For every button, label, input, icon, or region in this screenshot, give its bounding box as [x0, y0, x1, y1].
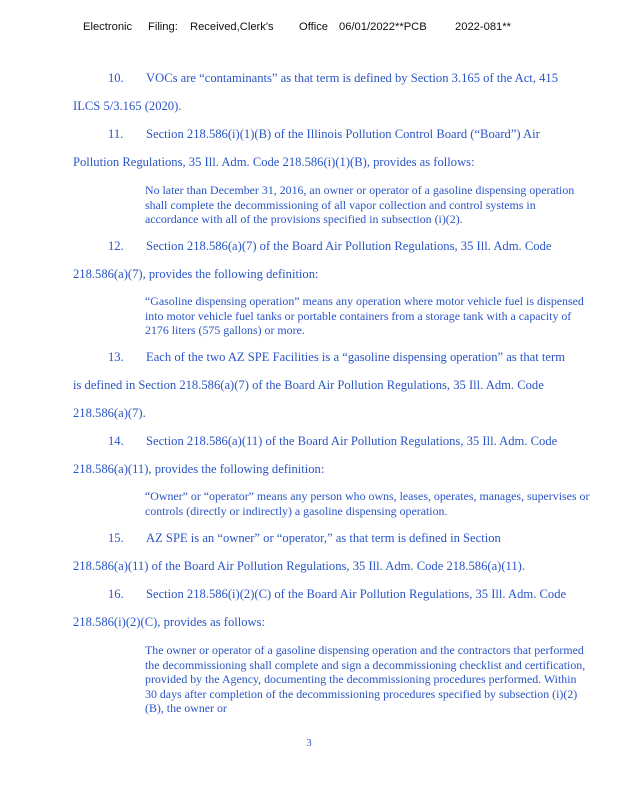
paragraph-text: VOCs are “contaminants” as that term is defined by Section 3.165 of the Act, 415: [146, 71, 558, 85]
paragraph-number: 15.: [108, 531, 124, 545]
paragraph-10-line1: [108, 71, 603, 86]
paragraph-number: 12.: [108, 239, 124, 253]
paragraph-text: AZ SPE is an “owner” or “operator,” as that term is defined in Section: [146, 531, 501, 545]
block-quote-16: The owner or operator of a gasoline dispensing operation and the contractors that performed the decommissioning shall complete and sign a decommissioning checklist and certification, provided by the Agency, documenting the decommissioning procedures performed. Within 30 days after completion of the decommissioning procedures specified by subsection (i)(2)(B), the owner or: [145, 643, 586, 715]
paragraph-13-line2: is defined in Section 218.586(a)(7) of the Board Air Pollution Regulations, 35 Ill. Adm. Code: [73, 378, 544, 392]
paragraph-15-line2: 218.586(a)(11) of the Board Air Pollution Regulations, 35 Ill. Adm. Code 218.586(a)(11).: [73, 559, 526, 573]
header-electronic: Electronic: [83, 21, 133, 33]
paragraph-number: 16.: [108, 587, 124, 601]
paragraph-12-line1: [108, 239, 603, 254]
paragraph-text: Each of the two AZ SPE Facilities is a “gasoline dispensing operation” as that term: [146, 350, 566, 364]
paragraph-15-line1: [108, 531, 603, 546]
paragraph-13-line3: 218.586(a)(7).: [73, 406, 146, 420]
paragraph-number: 10.: [108, 71, 124, 85]
block-quote-11: No later than December 31, 2016, an owner or operator of a gasoline dispensing operation shall complete the decommissioning of all vapor collection and control systems in accordance with all of the provisions specified in subsection (i)(2).: [145, 183, 575, 226]
paragraph-14-line2: 218.586(a)(11), provides the following definition:: [73, 462, 325, 476]
paragraph-text: Section 218.586(i)(1)(B) of the Illinois Pollution Control Board (“Board”) Air: [146, 127, 540, 141]
paragraph-16-line2: 218.586(i)(2)(C), provides as follows:: [73, 615, 266, 629]
paragraph-11-line2: Pollution Regulations, 35 Ill. Adm. Code 218.586(i)(1)(B), provides as follows:: [73, 155, 475, 169]
paragraph-text: Section 218.586(a)(11) of the Board Air Pollution Regulations, 35 Ill. Adm. Code: [146, 434, 558, 448]
block-quote-14: “Owner” or “operator” means any person who owns, leases, operates, manages, supervises or controls (directly or indirectly) a gasoline dispensing operation.: [145, 489, 590, 518]
page-number: 3: [306, 738, 312, 749]
paragraph-number: 11.: [108, 127, 124, 141]
header-office: Office: [299, 21, 329, 33]
paragraph-10-line2: ILCS 5/3.165 (2020).: [73, 99, 182, 113]
paragraph-12-line2: 218.586(a)(7), provides the following definition:: [73, 267, 319, 281]
paragraph-16-line1: [108, 587, 603, 602]
paragraph-text: Section 218.586(a)(7) of the Board Air Pollution Regulations, 35 Ill. Adm. Code: [146, 239, 552, 253]
paragraph-13-line1: [108, 350, 603, 365]
header-filing: Filing:: [148, 21, 178, 33]
paragraph-14-line1: [108, 434, 603, 449]
paragraph-number: 14.: [108, 434, 124, 448]
paragraph-11-line1: [108, 127, 603, 142]
block-quote-12: “Gasoline dispensing operation” means any operation where motor vehicle fuel is dispensed into motor vehicle fuel tanks or portable containers from a storage tank with a capacity of 2176 liters (575 gallons) or more.: [145, 294, 584, 337]
header-date: 06/01/2022**PCB: [339, 21, 427, 33]
paragraph-number: 13.: [108, 350, 124, 364]
filing-header: [0, 21, 618, 37]
header-received: Received,Clerk's: [190, 21, 274, 33]
paragraph-text: Section 218.586(i)(2)(C) of the Board Air Pollution Regulations, 35 Ill. Adm. Code: [146, 587, 567, 601]
header-case: 2022-081**: [455, 21, 511, 33]
